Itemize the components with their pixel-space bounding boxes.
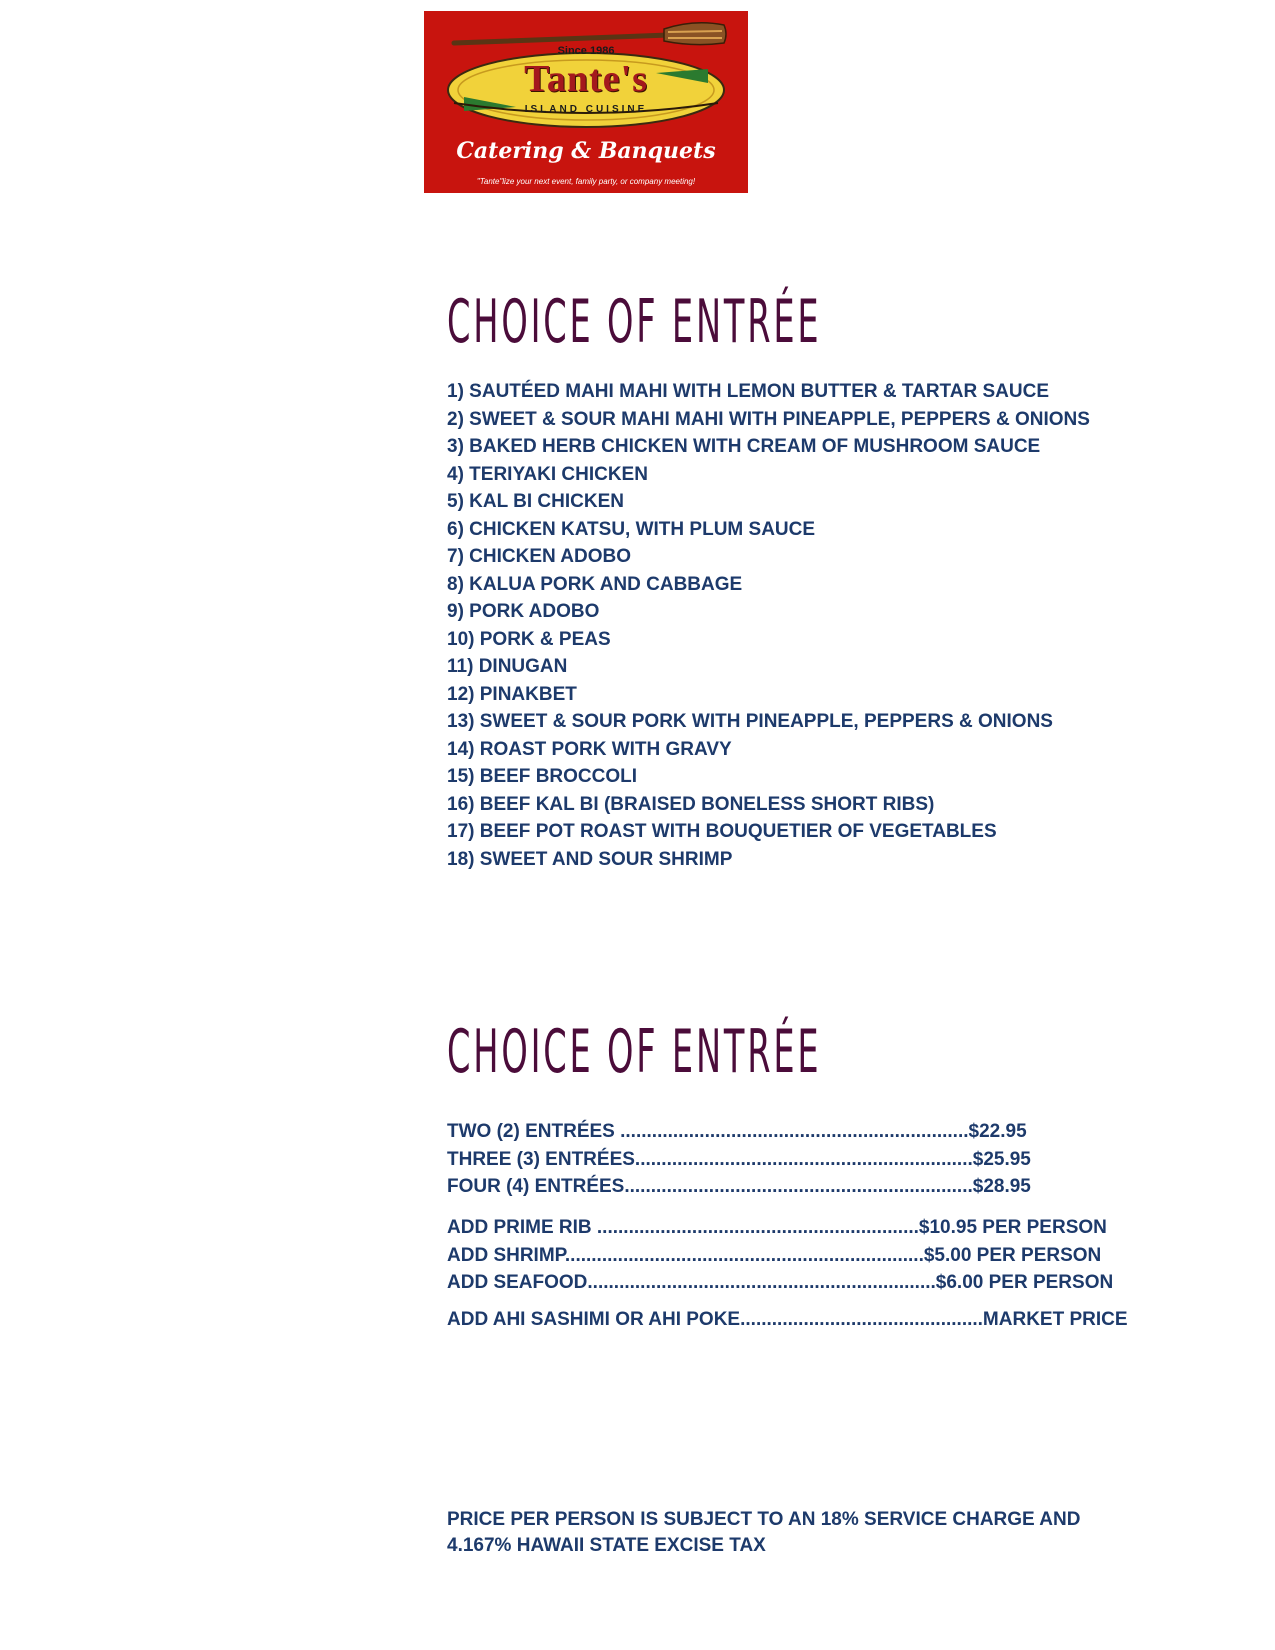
list-item: 16) BEEF KAL BI (BRAISED BONELESS SHORT RIBS) [447, 793, 935, 815]
list-item: 9) PORK ADOBO [447, 601, 600, 622]
list-item: 8) KALUA PORK AND CABBAGE [447, 573, 743, 595]
ahi-price-list [447, 1306, 1128, 1334]
list-item: 4) TERIYAKI CHICKEN [447, 463, 648, 485]
logo-since: Since 1986 [557, 45, 615, 57]
list-item: 12) PINAKBET [447, 683, 577, 705]
list-item: 2) SWEET & SOUR MAHI MAHI WITH PINEAPPLE, PEPPERS & ONIONS [447, 408, 1090, 430]
entree-price-list [447, 1118, 1031, 1201]
logo-tagline: "Tante"lize your next event, family party, or company meeting! [476, 177, 696, 186]
entree-heading: CHOICE OF ENTRÉE [447, 287, 822, 357]
list-item: 5) KAL BI CHICKEN [447, 491, 624, 512]
price-row: ADD AHI SASHIMI OR AHI POKE..............................................MARKET PRICE [447, 1309, 1128, 1330]
list-item: 15) BEEF BROCCOLI [447, 766, 638, 787]
list-item: 3) BAKED HERB CHICKEN WITH CREAM OF MUSHROOM SAUCE [447, 436, 1041, 457]
list-item: 14) ROAST PORK WITH GRAVY [447, 738, 732, 760]
list-item: 1) SAUTÉED MAHI MAHI WITH LEMON BUTTER & TARTAR SAUCE [447, 381, 1049, 402]
logo-catering: Catering & Banquets [456, 138, 716, 164]
price-row: ADD SHRIMP....................................................................$5.00 PER PERSON [447, 1244, 1102, 1266]
price-row: ADD SEAFOOD..................................................................$6.00 PER PERSON [447, 1272, 1114, 1293]
list-item: 17) BEEF POT ROAST WITH BOUQUETIER OF VEGETABLES [447, 821, 997, 842]
price-row: THREE (3) ENTRÉES................................................................$25.95 [447, 1148, 1031, 1170]
list-item: 11) DINUGAN [447, 656, 568, 677]
logo-name: Tante's [524, 58, 648, 100]
list-item: 7) CHICKEN ADOBO [447, 546, 632, 567]
service-charge-note: PRICE PER PERSON IS SUBJECT TO AN 18% SERVICE CHARGE AND 4.167% HAWAII STATE EXCISE TAX [447, 1509, 1081, 1556]
price-row: ADD PRIME RIB .............................................................$10.95 PER PERSON [447, 1217, 1107, 1238]
price-row: FOUR (4) ENTRÉES..................................................................$28.95 [447, 1176, 1031, 1197]
entree-list [447, 378, 1090, 873]
list-item: 10) PORK & PEAS [447, 628, 611, 650]
logo-subtitle: ISLAND CUISINE [524, 104, 648, 115]
paddle-surfboard-icon [424, 11, 748, 193]
price-row: TWO (2) ENTRÉES ..................................................................$22.95 [447, 1121, 1027, 1142]
list-item: 6) CHICKEN KATSU, WITH PLUM SAUCE [447, 518, 816, 540]
add-on-price-list [447, 1214, 1113, 1297]
list-item: 13) SWEET & SOUR PORK WITH PINEAPPLE, PEPPERS & ONIONS [447, 711, 1053, 732]
tantes-logo [424, 11, 748, 193]
list-item: 18) SWEET AND SOUR SHRIMP [447, 848, 733, 870]
pricing-heading: CHOICE OF ENTRÉE [447, 1017, 822, 1087]
